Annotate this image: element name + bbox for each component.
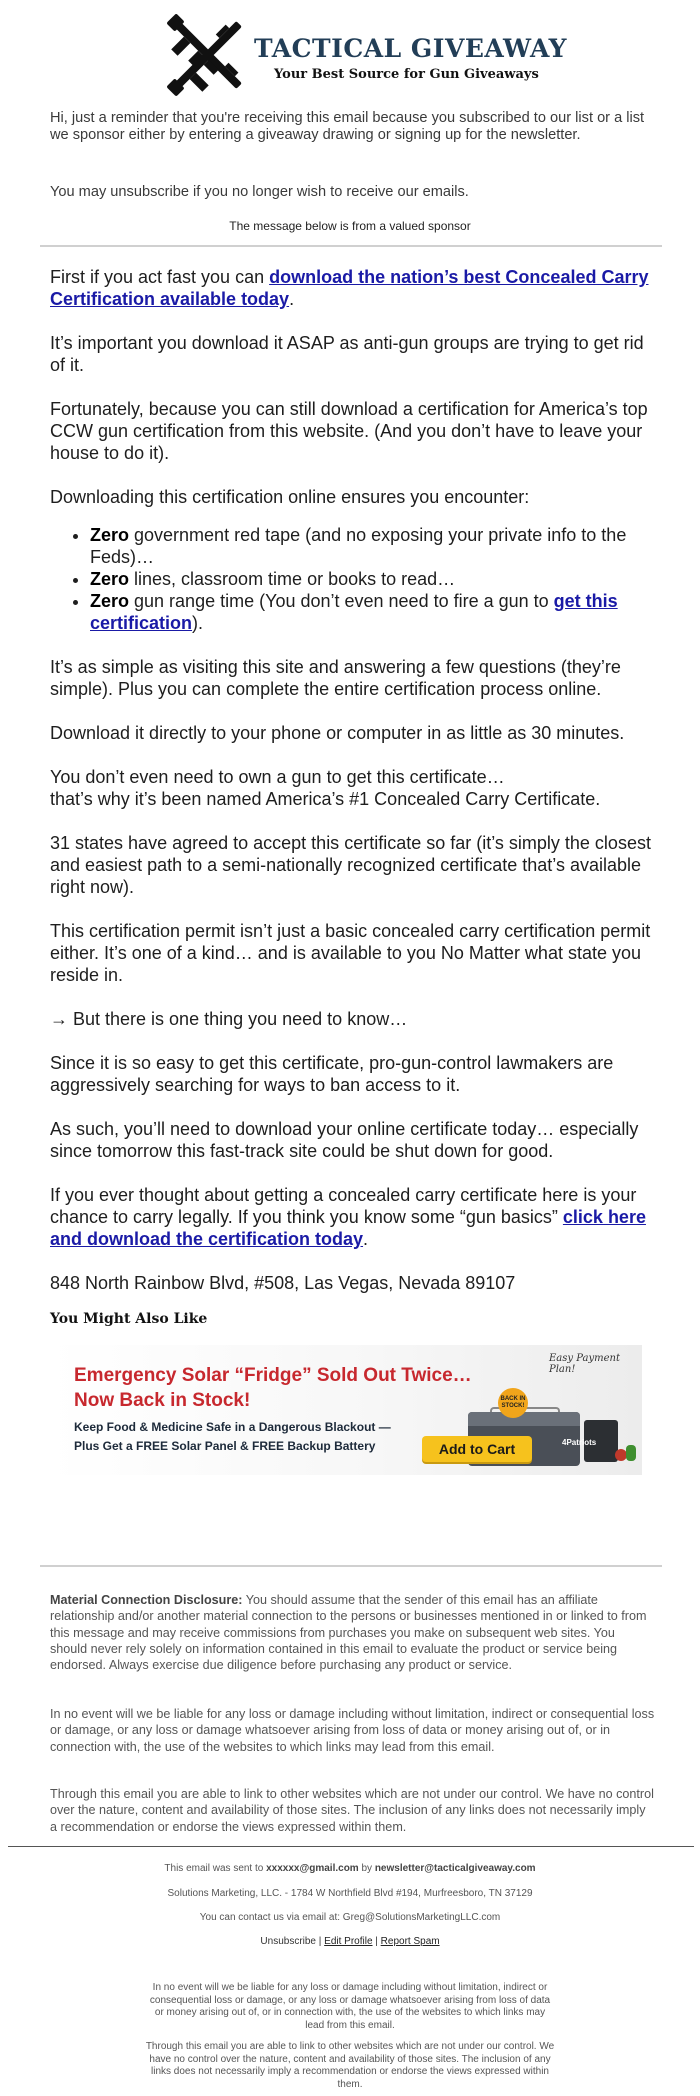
paragraph-3: Fortunately, because you can still download a certification for America’s top CCW gun certification from this website. (And you don’t have to leave your house to do it). — [50, 399, 648, 463]
paragraph-10: → But there is one thing you need to know… — [50, 1009, 408, 1029]
unsubscribe-link[interactable]: Unsubscribe — [260, 1936, 316, 1947]
paragraph-6: Download it directly to your phone or computer in as little as 30 minutes. — [50, 723, 625, 743]
divider — [40, 245, 662, 247]
back-in-stock-badge: BACK IN STOCK! — [498, 1388, 528, 1418]
also-like-heading: You Might Also Like — [50, 1311, 208, 1327]
list-item — [90, 524, 660, 568]
subscription-reminder: Hi, just a reminder that you're receiving this email because you subscribed to our list or a list we sponsor either by entering a giveaway drawing or signing up for the newsletter. — [50, 110, 645, 143]
list-item-bold: Zero — [90, 525, 130, 545]
liability-disclaimer: In no event will we be liable for any loss or damage including without limitation, indirect or consequential loss or damage, or any loss or damage whatsoever arising from loss of data or money arising out of, or in connection with, the use of the websites to which links may lead from this email. — [50, 1707, 655, 1754]
brand-tagline: Your Best Source for Gun Giveaways — [274, 67, 539, 82]
ad-payment-note: Easy Payment Plan! — [549, 1353, 620, 1375]
list-item-bold: Zero — [90, 591, 130, 611]
edit-profile-link[interactable]: Edit Profile — [324, 1936, 373, 1947]
report-spam-link[interactable]: Report Spam — [380, 1936, 440, 1947]
list-item-bold: Zero — [90, 569, 130, 589]
sent-to-line — [0, 1863, 700, 1874]
list-item — [90, 590, 660, 634]
paragraph-text: If you ever thought about getting a concealed carry certificate here is your chance to carry legally. If you think you know some “gun basics” — [50, 1185, 637, 1227]
benefits-list — [90, 524, 660, 634]
paragraph-text: . — [289, 289, 295, 309]
link-separator: | — [372, 1936, 381, 1947]
brand-title: TACTICAL GIVEAWAY — [254, 34, 568, 63]
ad-subheadline-2: Plus Get a FREE Solar Panel & FREE Backup Battery — [74, 1439, 376, 1453]
contact-line: You can contact us via email at: Greg@SolutionsMarketingLLC.com — [199, 1912, 501, 1923]
footer-links-disclaimer: Through this email you are able to link to other websites which are not under our control. We have no control over the nature, content and availability of those sites. The inclusion of any links does not necessarily imply a recommendation or endorse the views expressed within them. — [145, 2041, 555, 2090]
paragraph-text: You don’t even need to own a gun to get this certificate… — [50, 767, 505, 787]
disclosure-label: Material Connection Disclosure: — [50, 1593, 243, 1607]
message-body — [50, 266, 660, 1316]
sender-address: 848 North Rainbow Blvd, #508, Las Vegas, Nevada 89107 — [50, 1273, 516, 1293]
divider — [40, 1565, 662, 1567]
paragraph-7 — [50, 766, 660, 810]
vegetable-image — [626, 1445, 636, 1461]
sender-email: newsletter@tacticalgiveaway.com — [374, 1863, 536, 1874]
paragraph-4: Downloading this certification online ensures you encounter: — [50, 487, 530, 507]
list-item-text: government red tape (and no exposing your private info to the Feds)… — [90, 525, 627, 567]
footer-liability-disclaimer: In no event will we be liable for any loss or damage including without limitation, indirect or consequential loss or damage, or any loss or damage whatsoever arising from loss of data or money arising out of, or in connection with, the use of the websites to which links may lead from this email. — [149, 1982, 551, 2031]
paragraph-text: . — [363, 1229, 369, 1249]
logo[interactable] — [150, 10, 570, 102]
download-certification-link[interactable]: download the nation’s best Concealed Carry Certification available today — [50, 267, 649, 309]
footer-text: This email was sent to — [164, 1863, 267, 1874]
paragraph-11: Since it is so easy to get this certificate, pro-gun-control lawmakers are aggressively searching for ways to ban access to it. — [50, 1053, 614, 1095]
paragraph-12: As such, you’ll need to download your online certificate today… especially since tomorrow this fast-track site could be shut down for good. — [50, 1119, 639, 1161]
ad-subheadline: Keep Food & Medicine Safe in a Dangerous Blackout — — [74, 1420, 391, 1434]
fridge-lid — [468, 1412, 580, 1426]
ad-headline: Emergency Solar “Fridge” Sold Out Twice… — [74, 1365, 472, 1386]
ad-headline-2: Now Back in Stock! — [74, 1390, 251, 1411]
footer-links — [0, 1936, 700, 1947]
list-item-text: gun range time (You don’t even need to fire a gun to — [129, 591, 554, 611]
company-address: Solutions Marketing, LLC. - 1784 W Northfield Blvd #194, Murfreesboro, TN 37129 — [167, 1888, 533, 1899]
recipient-email: xxxxxx@gmail.com — [266, 1863, 359, 1874]
footer-text: by — [358, 1863, 375, 1874]
link-separator: | — [316, 1936, 325, 1947]
divider — [8, 1846, 694, 1847]
list-item-text: lines, classroom time or books to read… — [129, 569, 456, 589]
paragraph-5: It’s as simple as visiting this site and answering a few questions (they’re simple). Plus you can complete the entire certification process online. — [50, 657, 621, 699]
disclosure-text: You should assume that the sender of this email has an affiliate relationship and/or another material connection to the persons or businesses mentioned in or linked to from this message and may receive commissions from purchases you make on subsequent web sites. You should never rely solely on information contained in this email to evaluate the product or service being endorsed. Always exercise due diligence before purchasing any product or service. — [50, 1593, 647, 1673]
solar-fridge-ad-banner[interactable] — [50, 1345, 642, 1475]
paragraph-13 — [50, 1184, 660, 1250]
ad-brand: 4Patriots — [562, 1438, 597, 1447]
material-connection-disclosure — [50, 1592, 655, 1673]
list-item-text: ). — [192, 613, 204, 633]
get-certification-link[interactable]: get this certification — [90, 591, 618, 633]
paragraph-2: It’s important you download it ASAP as anti-gun groups are trying to get rid of it. — [50, 333, 644, 375]
add-to-cart-button[interactable]: Add to Cart — [422, 1436, 532, 1462]
external-links-disclaimer: Through this email you are able to link to other websites which are not under our control. We have no control over the nature, content and availability of those sites. The inclusion of any links does not necessarily imply a recommendation or endorse the views expressed within them. — [50, 1787, 654, 1834]
paragraph-text: that’s why it’s been named America’s #1 Concealed Carry Certificate. — [50, 789, 601, 809]
paragraph-8: 31 states have agreed to accept this certificate so far (it’s simply the closest and easiest path to a semi-nationally recognized certificate that’s available right now). — [50, 833, 651, 897]
click-here-download-link[interactable]: click here and download the certification today — [50, 1207, 646, 1249]
sponsor-note: The message below is from a valued sponsor — [229, 219, 471, 233]
unsubscribe-note: You may unsubscribe if you no longer wish to receive our emails. — [50, 184, 469, 200]
list-item — [90, 568, 660, 590]
paragraph-9: This certification permit isn’t just a basic concealed carry certification permit either. It’s one of a kind… and is available to you No Matter what state you reside in. — [50, 921, 651, 985]
crossed-rifles-icon — [158, 10, 258, 100]
paragraph-1 — [50, 266, 660, 310]
paragraph-text: First if you act fast you can — [50, 267, 270, 287]
